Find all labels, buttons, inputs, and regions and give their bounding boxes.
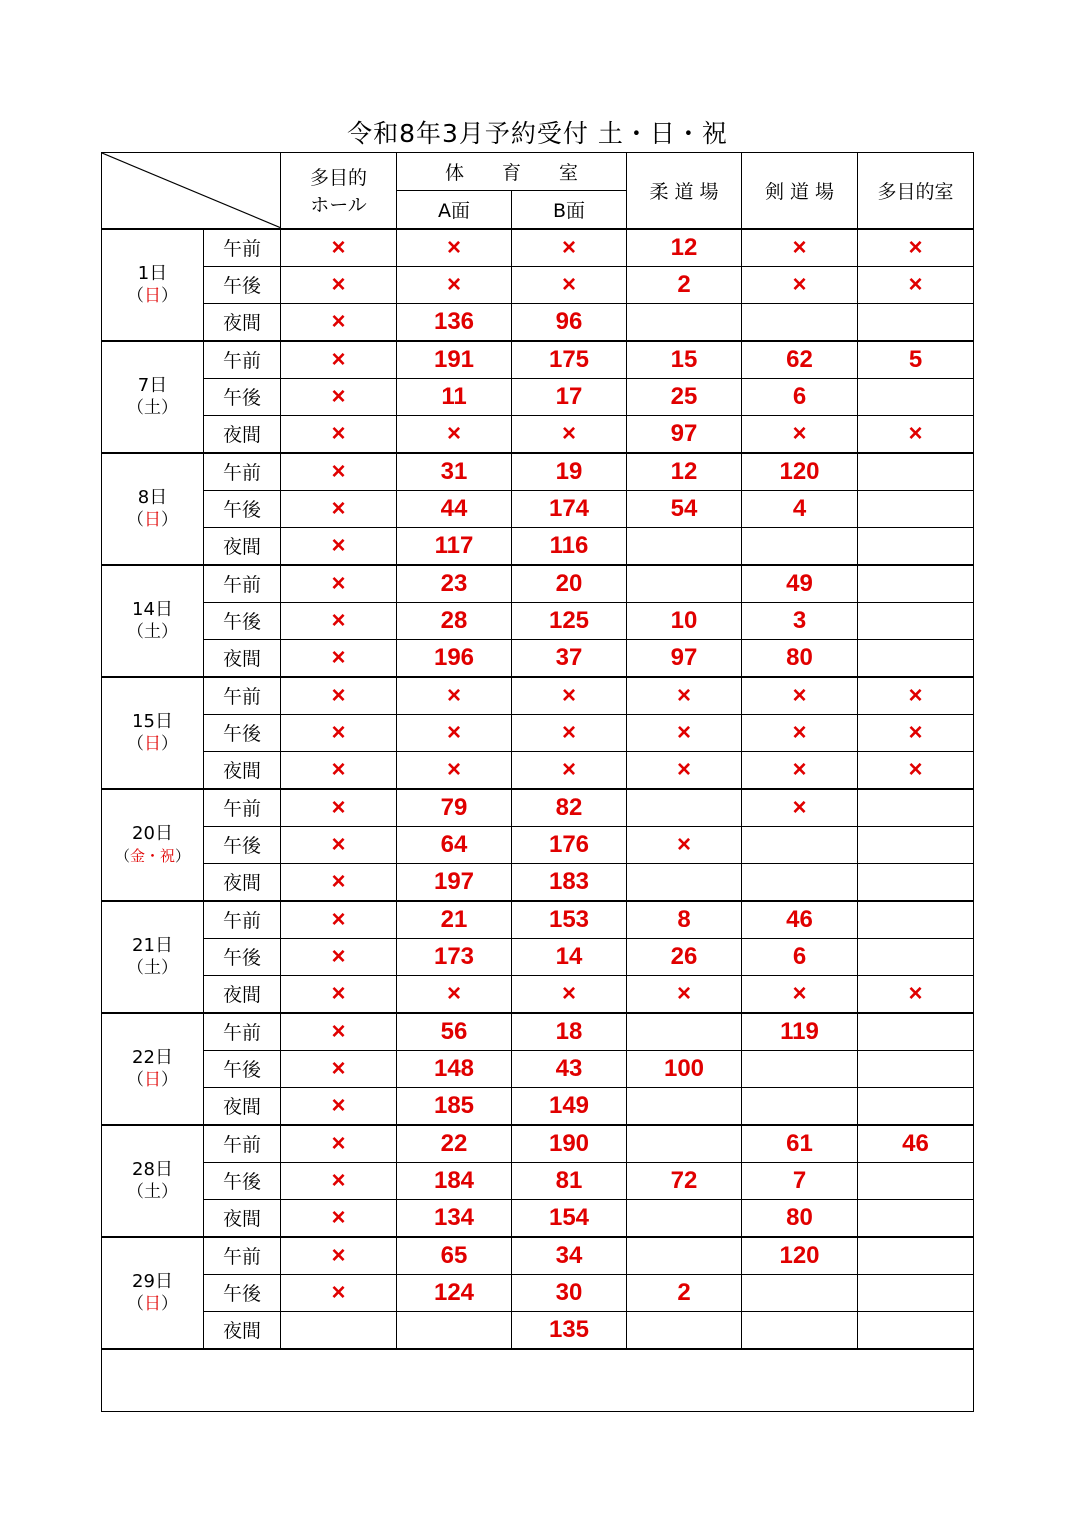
period-label: 午前 [204,453,281,491]
availability-cell-gym-a: 56 [397,1013,512,1051]
period-label: 午前 [204,1013,281,1051]
table-row [102,901,974,939]
table-row [102,826,974,863]
availability-cell-multi-room [858,826,974,863]
availability-cell-gym-a: 117 [397,527,512,565]
availability-cell-gym-b: 34 [512,1237,627,1275]
unavailable-mark-hall: × [281,938,397,975]
availability-cell-judo: 26 [627,938,742,975]
availability-cell-judo [627,303,742,341]
availability-cell-gym-a: 64 [397,826,512,863]
header-judo: 柔 道 場 [627,153,742,229]
availability-cell-kendo: 80 [742,1199,858,1237]
date-cell [102,789,204,901]
weekday-label: （土） [127,1181,178,1202]
unavailable-mark-hall: × [281,453,397,491]
unavailable-mark-multi-room: × [858,266,974,303]
availability-cell-multi-room [858,378,974,415]
availability-cell-kendo [742,527,858,565]
availability-cell-gym-b: 37 [512,639,627,677]
date-cell [102,229,204,341]
table-row [102,1274,974,1311]
availability-cell-multi-room [858,602,974,639]
unavailable-mark-hall: × [281,1013,397,1051]
unavailable-mark-hall: × [281,1274,397,1311]
availability-cell-kendo: 7 [742,1162,858,1199]
availability-cell-multi-room [858,1050,974,1087]
weekday-label: （土） [127,397,178,418]
unavailable-mark-gym-b: × [512,266,627,303]
header-gym-b: B面 [512,191,627,229]
availability-cell-gym-b: 175 [512,341,627,379]
table-row [102,453,974,491]
notes-cell [102,1349,974,1412]
date-label: 8日 [137,486,168,508]
availability-cell-gym-b: 30 [512,1274,627,1311]
availability-cell-judo: 2 [627,1274,742,1311]
unavailable-mark-gym-b: × [512,229,627,267]
period-label: 午前 [204,565,281,603]
availability-cell-gym-b: 81 [512,1162,627,1199]
date-label: 1日 [137,262,168,284]
availability-cell-judo: 2 [627,266,742,303]
availability-cell-kendo [742,1050,858,1087]
table-row [102,527,974,565]
unavailable-mark-gym-a: × [397,266,512,303]
period-label: 午前 [204,341,281,379]
unavailable-mark-judo: × [627,975,742,1013]
availability-cell-kendo: 62 [742,341,858,379]
availability-cell-multi-room [858,863,974,901]
period-label: 夜間 [204,303,281,341]
period-label: 午後 [204,490,281,527]
availability-cell-multi-room [858,565,974,603]
weekday-text: 日 [144,1069,161,1090]
weekday-label: （日） [127,285,178,306]
weekday-label: （日） [127,509,178,530]
weekday-text: 土 [144,957,161,978]
unavailable-mark-hall: × [281,901,397,939]
availability-cell-gym-b: 176 [512,826,627,863]
unavailable-mark-gym-b: × [512,975,627,1013]
unavailable-mark-judo: × [627,751,742,789]
availability-cell-gym-b: 154 [512,1199,627,1237]
unavailable-mark-kendo: × [742,229,858,267]
availability-cell-gym-a: 65 [397,1237,512,1275]
unavailable-mark-gym-a: × [397,975,512,1013]
weekday-text: 土 [144,1181,161,1202]
period-label: 夜間 [204,751,281,789]
availability-cell-multi-room [858,1162,974,1199]
unavailable-mark-hall: × [281,789,397,827]
table-row [102,975,974,1013]
unavailable-mark-hall: × [281,1162,397,1199]
table-row [102,1050,974,1087]
availability-cell-gym-b: 174 [512,490,627,527]
unavailable-mark-hall: × [281,1050,397,1087]
unavailable-mark-hall: × [281,975,397,1013]
availability-cell-gym-a: 124 [397,1274,512,1311]
availability-cell-multi-room [858,490,974,527]
availability-cell-multi-room [858,639,974,677]
unavailable-mark-hall: × [281,527,397,565]
availability-cell-gym-b: 183 [512,863,627,901]
availability-cell-multi-room [858,789,974,827]
availability-cell-multi-room [858,303,974,341]
availability-cell-gym-b: 190 [512,1125,627,1163]
availability-cell-multi-room [858,901,974,939]
table-row [102,714,974,751]
period-label: 夜間 [204,1311,281,1349]
availability-cell-gym-a: 31 [397,453,512,491]
date-cell [102,341,204,453]
availability-cell-judo: 12 [627,229,742,267]
availability-cell-gym-b: 18 [512,1013,627,1051]
table-row [102,1013,974,1051]
availability-cell-gym-b: 20 [512,565,627,603]
table-row [102,938,974,975]
table-row [102,415,974,453]
availability-cell-gym-b: 116 [512,527,627,565]
weekday-text: 日 [144,285,161,306]
availability-cell-gym-a [397,1311,512,1349]
period-label: 夜間 [204,863,281,901]
availability-cell-gym-a: 44 [397,490,512,527]
table-row [102,1199,974,1237]
date-cell [102,1013,204,1125]
unavailable-mark-judo: × [627,677,742,715]
period-label: 夜間 [204,415,281,453]
unavailable-mark-gym-b: × [512,415,627,453]
unavailable-mark-multi-room: × [858,975,974,1013]
weekday-label: （日） [127,1069,178,1090]
availability-cell-kendo: 80 [742,639,858,677]
unavailable-mark-gym-a: × [397,714,512,751]
availability-cell-judo [627,789,742,827]
date-label: 15日 [132,710,173,732]
period-label: 夜間 [204,639,281,677]
unavailable-mark-hall: × [281,490,397,527]
unavailable-mark-hall: × [281,303,397,341]
unavailable-mark-kendo: × [742,975,858,1013]
availability-cell-kendo [742,303,858,341]
availability-cell-multi-room [858,938,974,975]
availability-cell-judo: 72 [627,1162,742,1199]
table-row [102,341,974,379]
availability-cell-gym-a: 173 [397,938,512,975]
availability-cell-judo [627,1013,742,1051]
availability-cell-gym-a: 79 [397,789,512,827]
availability-cell-multi-room [858,453,974,491]
availability-cell-multi-room [858,1199,974,1237]
availability-cell-gym-b: 14 [512,938,627,975]
availability-cell-kendo [742,1274,858,1311]
availability-cell-kendo: 6 [742,378,858,415]
availability-cell-kendo [742,1311,858,1349]
availability-cell-gym-a: 148 [397,1050,512,1087]
availability-cell-gym-b: 82 [512,789,627,827]
weekday-label: （土） [127,621,178,642]
header-hall-line2: ホール [310,194,367,217]
unavailable-mark-multi-room: × [858,677,974,715]
availability-cell-gym-b: 96 [512,303,627,341]
table-row [102,863,974,901]
weekday-label: （金・祝） [114,846,191,865]
availability-cell-kendo: 120 [742,453,858,491]
availability-cell-gym-b: 149 [512,1087,627,1125]
table-row [102,1087,974,1125]
weekday-label: （土） [127,957,178,978]
unavailable-mark-kendo: × [742,677,858,715]
availability-cell-gym-a: 28 [397,602,512,639]
period-label: 午前 [204,677,281,715]
weekday-text: 日 [144,1293,161,1314]
table-row [102,266,974,303]
unavailable-mark-judo: × [627,714,742,751]
availability-cell-judo: 10 [627,602,742,639]
unavailable-mark-kendo: × [742,789,858,827]
date-cell [102,901,204,1013]
availability-cell-kendo [742,826,858,863]
unavailable-mark-gym-a: × [397,415,512,453]
availability-cell-kendo: 49 [742,565,858,603]
date-label: 22日 [132,1046,173,1068]
date-label: 28日 [132,1158,173,1180]
availability-cell-gym-a: 134 [397,1199,512,1237]
period-label: 午前 [204,229,281,267]
unavailable-mark-gym-a: × [397,677,512,715]
period-label: 午前 [204,901,281,939]
unavailable-mark-hall: × [281,1125,397,1163]
availability-cell-hall [281,1311,397,1349]
date-label: 21日 [132,934,173,956]
availability-cell-kendo: 6 [742,938,858,975]
unavailable-mark-hall: × [281,751,397,789]
period-label: 午後 [204,1274,281,1311]
date-cell [102,453,204,565]
availability-cell-multi-room: 5 [858,341,974,379]
weekday-text: 土 [144,397,161,418]
unavailable-mark-gym-b: × [512,751,627,789]
availability-cell-multi-room [858,1274,974,1311]
availability-cell-kendo: 61 [742,1125,858,1163]
weekday-text: 日 [144,509,161,530]
availability-cell-judo [627,565,742,603]
availability-cell-gym-a: 23 [397,565,512,603]
table-row [102,639,974,677]
unavailable-mark-hall: × [281,677,397,715]
period-label: 午前 [204,1237,281,1275]
availability-cell-gym-b: 17 [512,378,627,415]
unavailable-mark-hall: × [281,378,397,415]
unavailable-mark-kendo: × [742,415,858,453]
header-gym-a: A面 [397,191,512,229]
availability-cell-judo: 25 [627,378,742,415]
availability-cell-gym-a: 136 [397,303,512,341]
date-cell [102,1237,204,1349]
unavailable-mark-hall: × [281,1199,397,1237]
availability-cell-gym-b: 135 [512,1311,627,1349]
availability-cell-judo: 97 [627,415,742,453]
availability-cell-judo: 12 [627,453,742,491]
diagonal-line [102,153,280,228]
availability-cell-multi-room: 46 [858,1125,974,1163]
unavailable-mark-kendo: × [742,714,858,751]
unavailable-mark-hall: × [281,565,397,603]
corner-diagonal-cell [102,153,281,229]
unavailable-mark-hall: × [281,826,397,863]
availability-cell-multi-room [858,1237,974,1275]
period-label: 午後 [204,266,281,303]
unavailable-mark-hall: × [281,266,397,303]
period-label: 夜間 [204,527,281,565]
period-label: 午後 [204,602,281,639]
header-gym: 体 育 室 [397,153,627,191]
period-label: 夜間 [204,1199,281,1237]
availability-cell-gym-b: 43 [512,1050,627,1087]
period-label: 午後 [204,378,281,415]
availability-cell-gym-b: 125 [512,602,627,639]
table-row [102,602,974,639]
availability-cell-kendo [742,863,858,901]
unavailable-mark-hall: × [281,1237,397,1275]
availability-cell-judo [627,1199,742,1237]
availability-cell-kendo [742,1087,858,1125]
availability-cell-judo [627,1087,742,1125]
date-label: 14日 [132,598,173,620]
unavailable-mark-hall: × [281,1087,397,1125]
table-row [102,303,974,341]
table-row [102,378,974,415]
table-row [102,1311,974,1349]
availability-cell-judo [627,863,742,901]
period-label: 夜間 [204,975,281,1013]
availability-cell-kendo: 46 [742,901,858,939]
unavailable-mark-hall: × [281,714,397,751]
period-label: 午後 [204,1050,281,1087]
unavailable-mark-multi-room: × [858,714,974,751]
unavailable-mark-hall: × [281,602,397,639]
availability-cell-judo [627,1311,742,1349]
availability-cell-judo: 97 [627,639,742,677]
availability-cell-gym-a: 21 [397,901,512,939]
table-row [102,490,974,527]
period-label: 午後 [204,826,281,863]
availability-cell-judo: 8 [627,901,742,939]
date-label: 20日 [132,822,173,844]
unavailable-mark-hall: × [281,639,397,677]
unavailable-mark-kendo: × [742,751,858,789]
table-row [102,1237,974,1275]
period-label: 午前 [204,1125,281,1163]
availability-cell-multi-room [858,1013,974,1051]
unavailable-mark-multi-room: × [858,229,974,267]
date-label: 7日 [137,374,168,396]
availability-cell-judo: 15 [627,341,742,379]
weekday-text: 日 [144,733,161,754]
table-row [102,1162,974,1199]
availability-cell-gym-a: 185 [397,1087,512,1125]
date-cell [102,565,204,677]
period-label: 午後 [204,714,281,751]
unavailable-mark-multi-room: × [858,415,974,453]
availability-cell-multi-room [858,1087,974,1125]
availability-cell-gym-a: 184 [397,1162,512,1199]
availability-cell-kendo: 120 [742,1237,858,1275]
date-label: 29日 [132,1270,173,1292]
weekday-label: （日） [127,1293,178,1314]
unavailable-mark-hall: × [281,863,397,901]
page-title: 令和8年3月予約受付 土・日・祝 [347,119,728,148]
unavailable-mark-gym-b: × [512,677,627,715]
unavailable-mark-gym-b: × [512,714,627,751]
notes-row [102,1349,974,1412]
table-row [102,565,974,603]
unavailable-mark-gym-a: × [397,751,512,789]
availability-cell-gym-a: 196 [397,639,512,677]
table-row [102,751,974,789]
header-hall-line1: 多目的 [309,167,367,190]
availability-cell-gym-b: 19 [512,453,627,491]
table-row [102,1125,974,1163]
availability-cell-multi-room [858,527,974,565]
date-cell [102,677,204,789]
availability-cell-judo [627,1125,742,1163]
availability-cell-kendo: 3 [742,602,858,639]
availability-cell-gym-a: 22 [397,1125,512,1163]
unavailable-mark-hall: × [281,229,397,267]
unavailable-mark-multi-room: × [858,751,974,789]
weekday-label: （日） [127,733,178,754]
unavailable-mark-judo: × [627,826,742,863]
availability-cell-judo: 54 [627,490,742,527]
availability-cell-multi-room [858,1311,974,1349]
availability-cell-judo [627,527,742,565]
unavailable-mark-kendo: × [742,266,858,303]
period-label: 夜間 [204,1087,281,1125]
unavailable-mark-hall: × [281,341,397,379]
period-label: 午後 [204,938,281,975]
availability-cell-judo [627,1237,742,1275]
weekday-text: 土 [144,621,161,642]
date-cell [102,1125,204,1237]
unavailable-mark-gym-a: × [397,229,512,267]
availability-cell-gym-a: 191 [397,341,512,379]
availability-cell-gym-a: 11 [397,378,512,415]
unavailable-mark-hall: × [281,415,397,453]
table-row [102,677,974,715]
availability-cell-gym-a: 197 [397,863,512,901]
availability-cell-gym-b: 153 [512,901,627,939]
table-row [102,229,974,267]
table-row [102,789,974,827]
header-hall [281,153,397,229]
availability-cell-kendo: 119 [742,1013,858,1051]
header-kendo: 剣 道 場 [742,153,858,229]
header-multi-room: 多目的室 [858,153,974,229]
period-label: 午前 [204,789,281,827]
weekday-text: 金・祝 [129,846,175,865]
availability-cell-judo: 100 [627,1050,742,1087]
period-label: 午後 [204,1162,281,1199]
reservation-table [101,152,974,1412]
availability-cell-kendo: 4 [742,490,858,527]
